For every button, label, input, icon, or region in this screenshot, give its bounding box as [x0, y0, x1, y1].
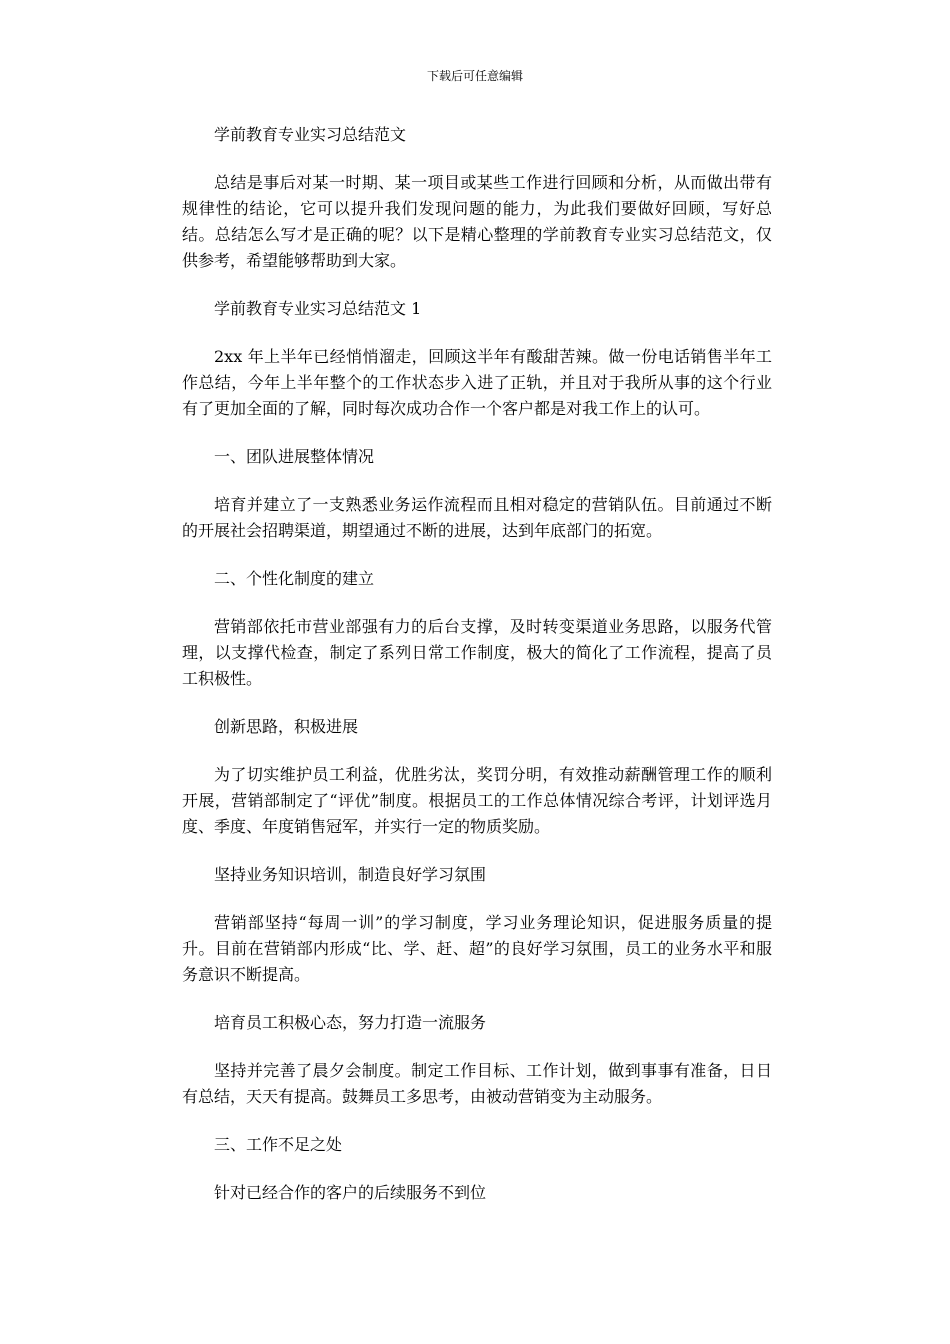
document-body — [182, 122, 772, 1228]
document-title: 学前教育专业实习总结范文 — [214, 125, 407, 144]
subheading-innovation: 创新思路，积极进展 — [214, 717, 359, 736]
shortcomings-paragraph: 针对已经合作的客户的后续服务不到位 — [214, 1183, 487, 1202]
heading-team-progress: 一、团队进展整体情况 — [214, 447, 375, 466]
section-title: 学前教育专业实习总结范文 1 — [214, 299, 422, 318]
heading-system-building: 二、个性化制度的建立 — [214, 569, 375, 588]
intro-paragraph: 总结是事后对某一时期、某一项目或某些工作进行回顾和分析，从而做出带有规律性的结论，它可以提升我们发现问题的能力，为此我们要做好回顾，写好总结。总结怎么写才是正确的呢？以下是精心整理的学前教育专业实习总结范文，仅供参考，希望能够帮助到大家。 — [182, 173, 772, 270]
opening-paragraph: 2xx 年上半年已经悄悄溜走，回顾这半年有酸甜苦辣。做一份电话销售半年工作总结，今年上半年整个的工作状态步入进了正轨，并且对于我所从事的这个行业有了更加全面的了解，同时每次成功合作一个客户都是对我工作上的认可。 — [182, 347, 772, 418]
subheading-attitude: 培育员工积极心态，努力打造一流服务 — [214, 1013, 487, 1032]
team-progress-paragraph: 培育并建立了一支熟悉业务运作流程而且相对稳定的营销队伍。目前通过不断的开展社会招聘渠道，期望通过不断的进展，达到年底部门的拓宽。 — [182, 495, 772, 540]
attitude-paragraph: 坚持并完善了晨夕会制度。制定工作目标、工作计划，做到事事有准备，日日有总结，天天有提高。鼓舞员工多思考，由被动营销变为主动服务。 — [182, 1061, 772, 1106]
training-paragraph: 营销部坚持“每周一训”的学习制度，学习业务理论知识，促进服务质量的提升。目前在营销部内形成“比、学、赶、超”的良好学习氛围，员工的业务水平和服务意识不断提高。 — [182, 913, 772, 984]
subheading-training: 坚持业务知识培训，制造良好学习氛围 — [214, 865, 487, 884]
heading-shortcomings: 三、工作不足之处 — [214, 1135, 343, 1154]
system-building-paragraph: 营销部依托市营业部强有力的后台支撑，及时转变渠道业务思路，以服务代管理，以支撑代检查，制定了系列日常工作制度，极大的简化了工作流程，提高了员工积极性。 — [182, 617, 772, 688]
download-note: 下载后可任意编辑 — [426, 69, 523, 83]
innovation-paragraph: 为了切实维护员工利益，优胜劣汰，奖罚分明，有效推动薪酬管理工作的顺利开展，营销部制定了“评优”制度。根据员工的工作总体情况综合考评，计划评选月度、季度、年度销售冠军，并实行一定的物质奖励。 — [182, 765, 772, 836]
